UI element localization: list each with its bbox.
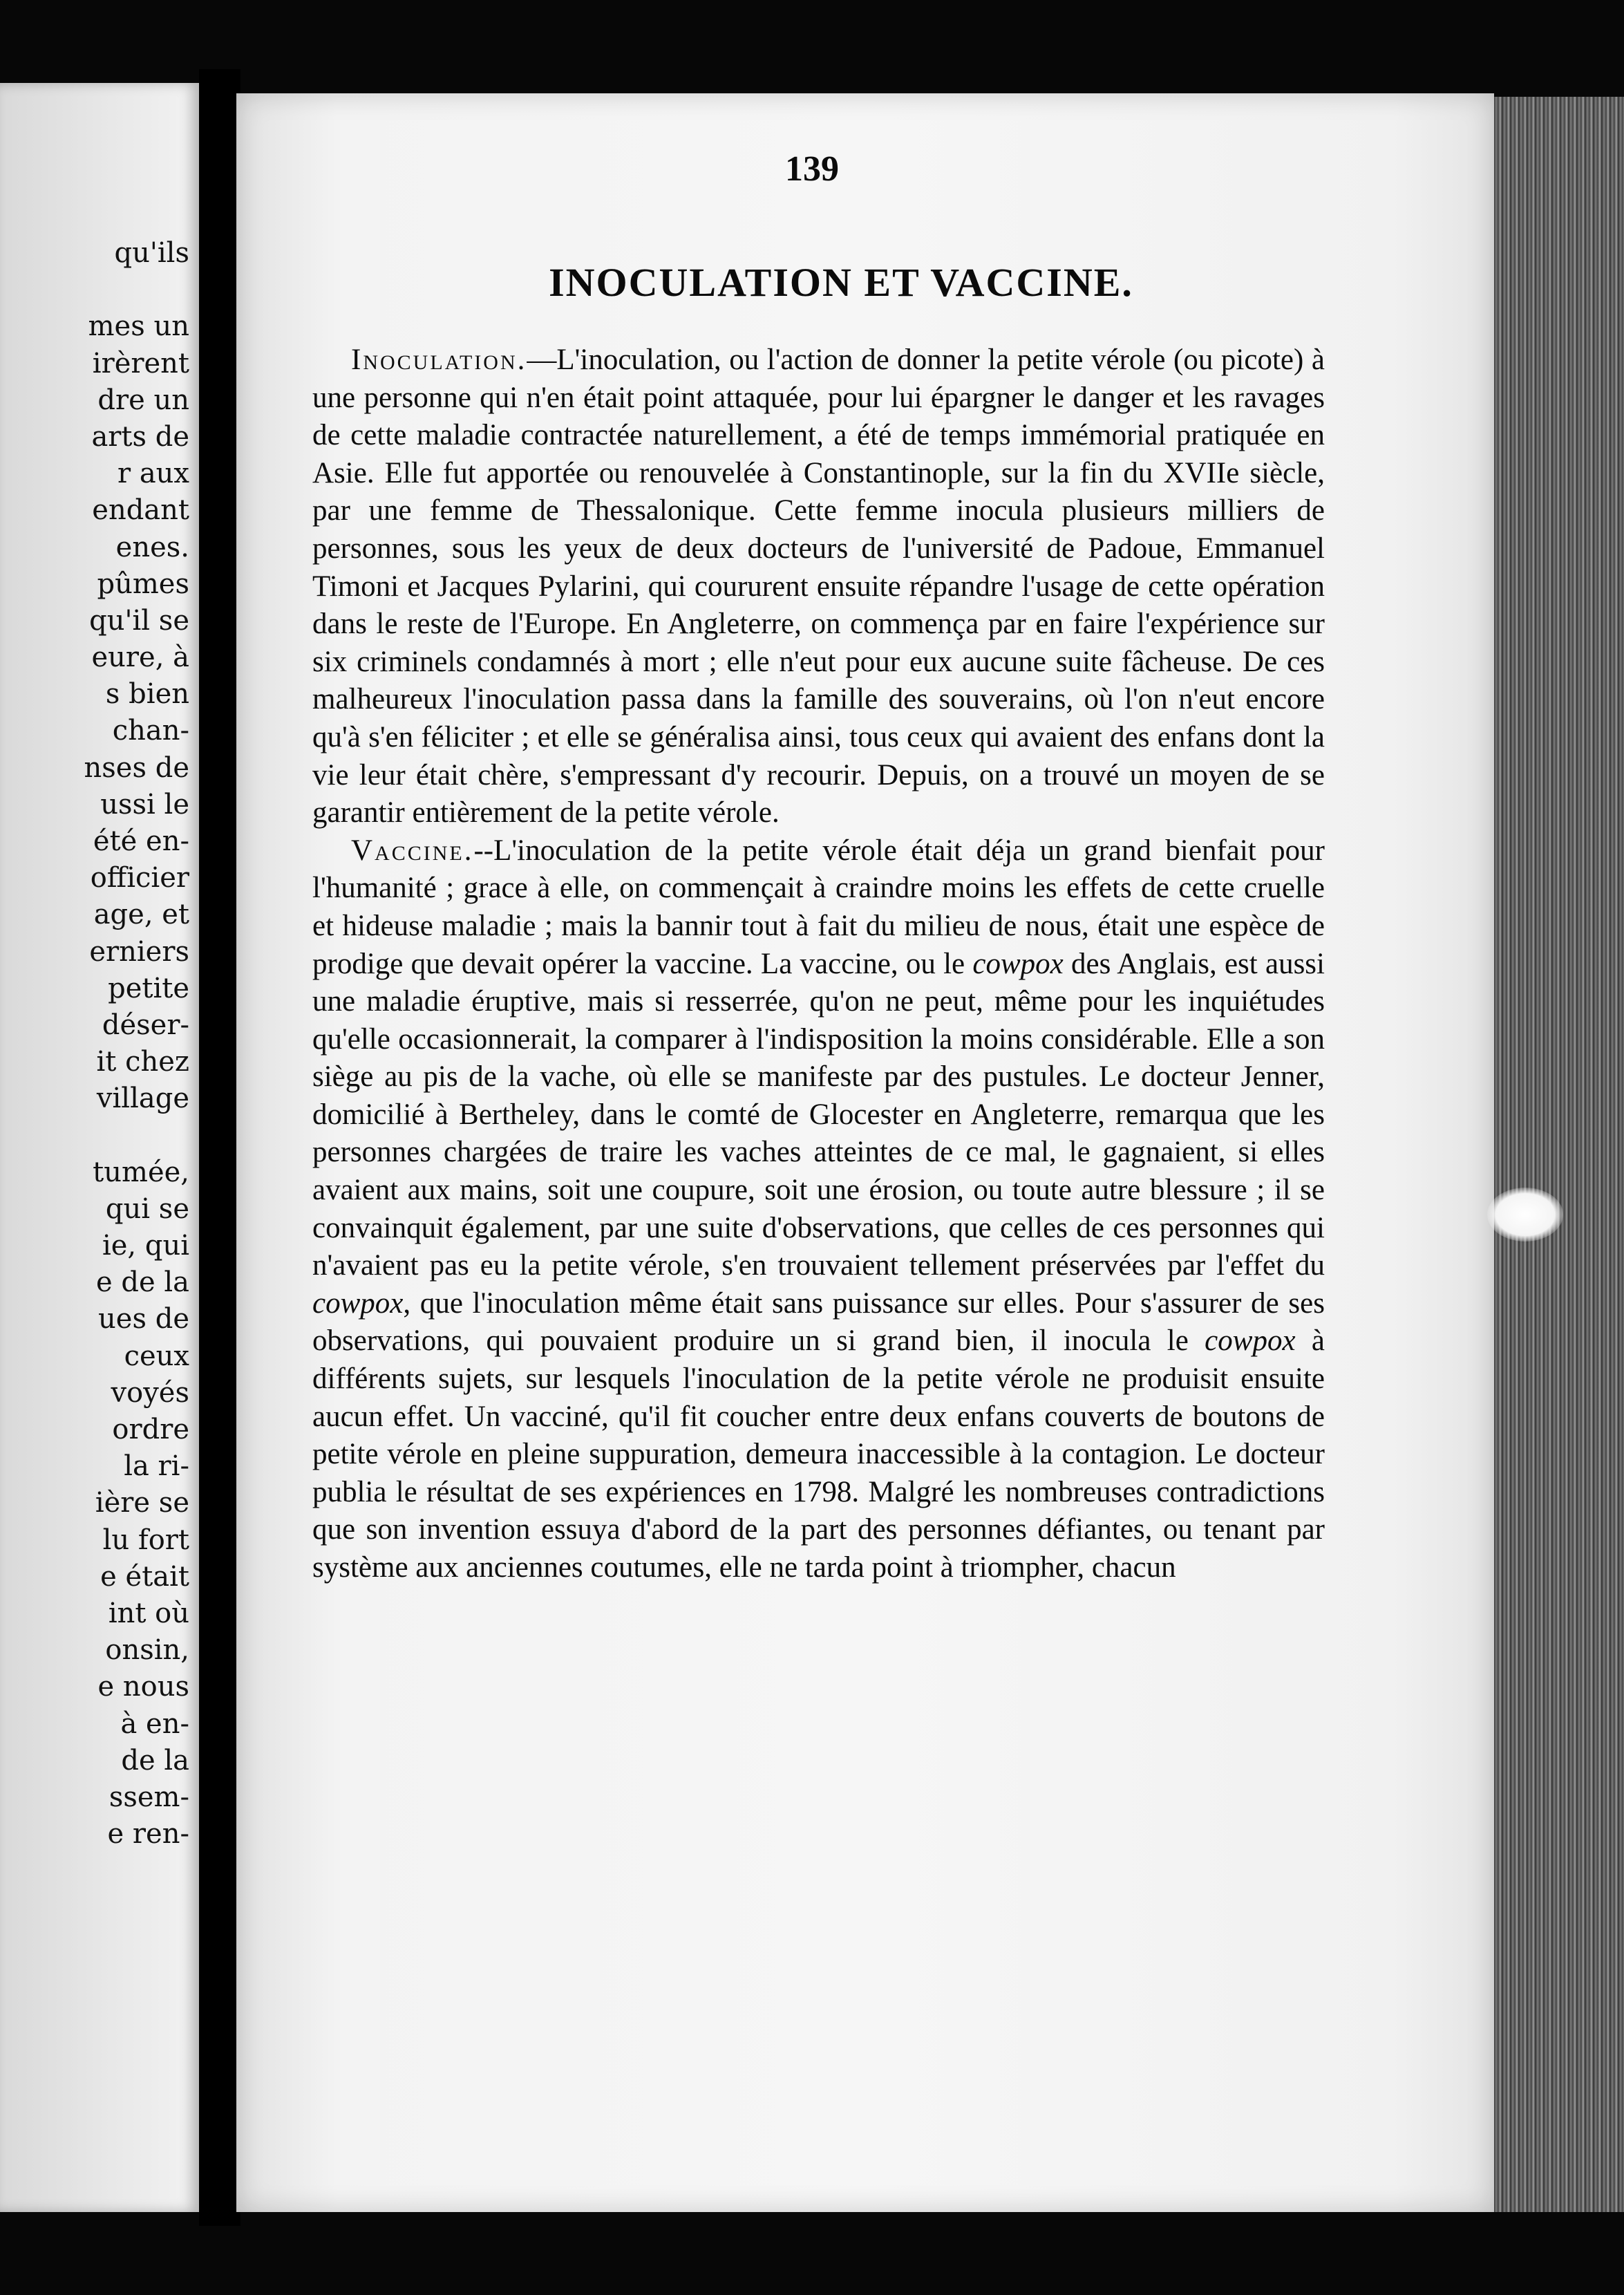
left-page-line: ie, qui [102, 1230, 189, 1262]
page-number: 139 [785, 149, 839, 189]
left-page-line: qu'il se [89, 604, 189, 637]
left-page-line: ière se [95, 1487, 189, 1519]
left-page-line: s bien [105, 678, 189, 711]
left-page-line: onsin, [105, 1634, 189, 1667]
run-in-heading: Inoculation. [351, 344, 527, 376]
left-page-line: ues de [98, 1303, 189, 1336]
left-page-text-fragments [3, 235, 189, 1853]
left-page-line: qui se [105, 1192, 189, 1225]
left-page-line: mes un [88, 310, 189, 343]
left-page-line: e de la [95, 1266, 189, 1299]
left-page-line: ordre [112, 1414, 189, 1445]
left-page-line: qu'ils [114, 237, 189, 269]
left-page-line: officier [90, 862, 189, 894]
left-page-line: irèrent [92, 347, 189, 380]
left-page-line: eure, à [91, 641, 189, 674]
paragraph-inoculation [312, 341, 1325, 832]
left-page-line: enes. [115, 531, 189, 563]
left-page-line: lu fort [102, 1524, 189, 1556]
left-page-line: pûmes [97, 568, 189, 600]
left-page-line: de la [121, 1744, 189, 1777]
left-page-line: it chez [96, 1046, 189, 1078]
left-page-line: e ren- [107, 1818, 189, 1851]
chapter-title: INOCULATION ET VACCINE. [549, 260, 1133, 305]
left-page-line: arts de [91, 420, 189, 453]
left-page-line: e était [100, 1560, 189, 1593]
left-page-line: ceux [124, 1340, 189, 1372]
left-page-line: à en- [120, 1707, 189, 1740]
left-facing-page [0, 83, 199, 2212]
paragraph-vaccine [312, 832, 1325, 1587]
left-page-line: été en- [93, 825, 189, 857]
left-page-line: e nous [97, 1671, 189, 1703]
left-page-line: age, et [93, 899, 189, 931]
run-in-heading: Vaccine. [351, 834, 474, 867]
left-page-line: nses de [84, 751, 189, 784]
left-page-line: la ri- [124, 1450, 189, 1483]
left-page-line: voyés [111, 1376, 189, 1409]
left-page-line: dre un [97, 384, 189, 416]
left-page-line: ussi le [100, 788, 189, 821]
left-page-line: tumée, [93, 1156, 189, 1188]
left-page-line: village [96, 1083, 189, 1115]
book-gutter [199, 69, 240, 2226]
left-page-line: r aux [117, 458, 189, 490]
left-page-line: erniers [89, 935, 189, 968]
left-page-line: int où [108, 1597, 189, 1629]
page-edges [1494, 97, 1624, 2212]
body-text [312, 341, 1325, 1587]
left-page-line: petite [108, 972, 189, 1004]
left-page-line [3, 1118, 189, 1154]
left-page-line: endant [92, 494, 189, 527]
left-page-line: ssem- [108, 1781, 189, 1813]
left-page-line [3, 272, 189, 308]
paragraph-text: --L'inoculation de la petite vérole était déja un grand bienfait pour l'humanité ; grace à elle, on commençait à craindre moins les effets de cette cruelle et hideuse maladie ; mais la bannir tout à fait du milieu de nous, était une espèce de prodige que devait opérer la vaccine. La vaccine, ou le cowpox des Anglais, est aussi une maladie éruptive, mais si resserrée, qu'on ne peut, même pour les inquiétudes qu'elle occasionnerait, la comparer à l'indisposition la moins considérable. Elle a son siège au pis de la vache, où elle se manifeste par des pustules. Le docteur Jenner, domicilié à Bertheley, dans le comté de Glocester en Angleterre, remarqua que les personnes chargées de traire les vaches atteintes de ce mal, le gagnaient, si elles avaient aux mains, soit une coupure, soit une érosion, ou toute autre blessure ; il se convainquit également, par une suite d'observations, que celles de ces personnes qui n'avaient pas eu la petite vérole, s'en trouvaient tellement préservées par l'effet du cowpox, que l'inoculation même était sans puissance sur elles. Pour s'assurer de ses observations, qui pouvaient produire un si grand bien, il inocula le cowpox à différents sujets, sur lesquels l'inoculation de la petite vérole ne produisit ensuite aucun effet. Un vacciné, qu'il fit coucher entre deux enfans couverts de boutons de petite vérole en pleine suppuration, demeura inaccessible à la contagion. Le docteur publia le résultat de ses expériences en 1798. Malgré les nombreuses contradictions que son invention essuya d'abord de la part des personnes défiantes, ou tenant par système aux anciennes coutumes, elle ne tarda point à triompher, chacun [312, 834, 1325, 1584]
left-page-line: déser- [102, 1009, 189, 1041]
paragraph-text: —L'inoculation, ou l'action de donner la petite vérole (ou picote) à une personne qui n'en était point attaquée, pour lui épargner le danger et les ravages de cette maladie contractée naturellement, a été de temps immémorial pratiquée en Asie. Elle fut apportée ou renouvelée à Constantinople, sur la fin du XVIIe siècle, par une femme de Thessalonique. Cette femme inocula plusieurs milliers de personnes, sous les yeux de deux docteurs de l'université de Padoue, Emmanuel Timoni et Jacques Pylarini, qui coururent ensuite répandre l'usage de cette opération dans le reste de l'Europe. En Angleterre, on commença par en faire l'expérience sur six criminels condamnés à mort ; elle n'eut pour eux aucune suite fâcheuse. De ces malheureux l'inoculation passa dans la famille des souverains, où l'on n'eut encore qu'à s'en féliciter ; et elle se généralisa ainsi, tous ceux qui avaient des enfans dont la vie leur était chère, s'empressant d'y recourir. Depuis, on a trouvé un moyen de se garantir entièrement de la petite vérole. [312, 344, 1325, 830]
paper-stain [1487, 1188, 1563, 1242]
left-page-line: chan- [112, 715, 189, 747]
